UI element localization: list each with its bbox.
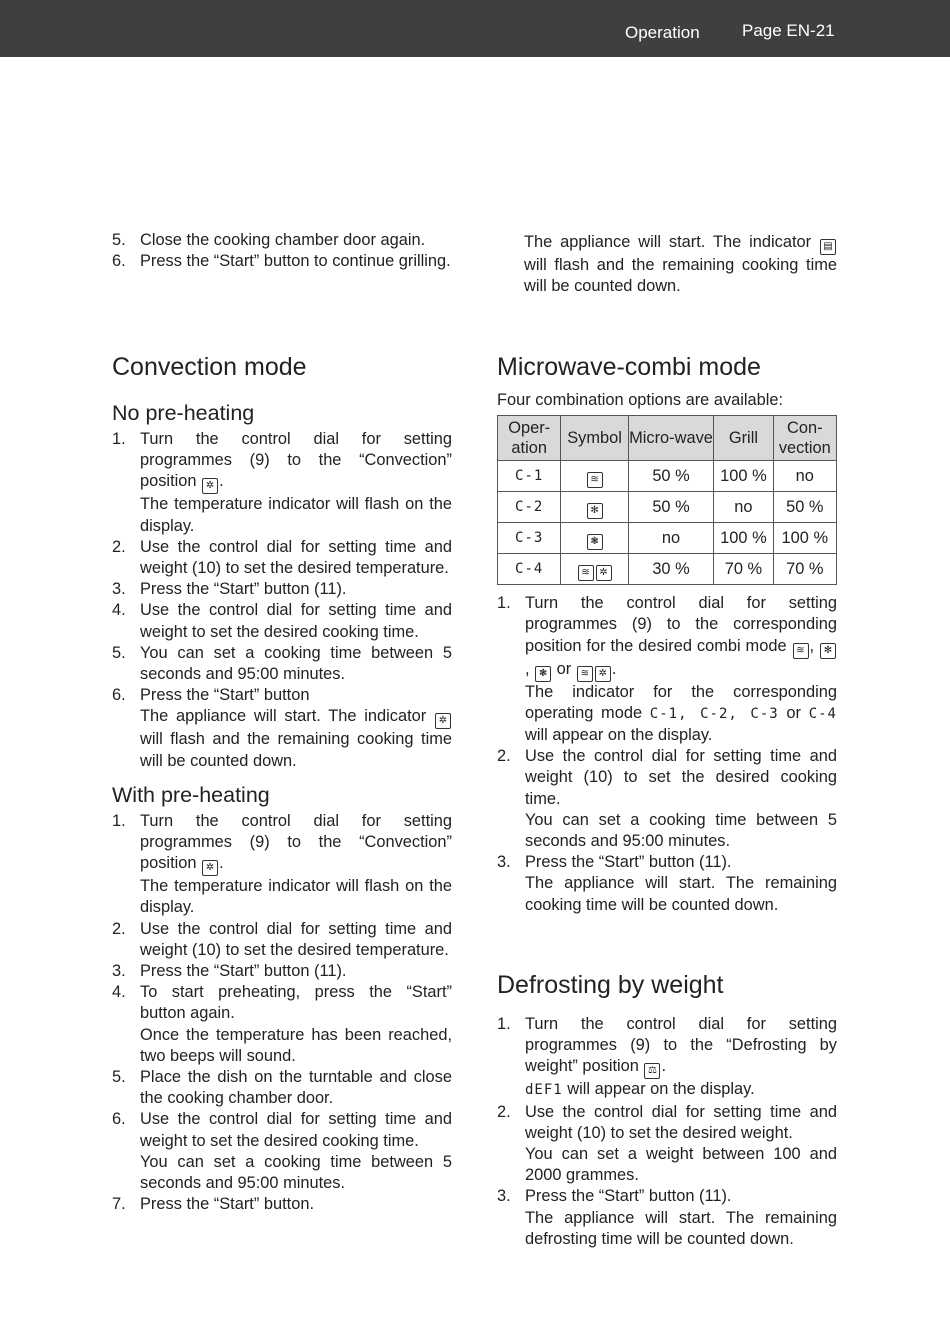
list-item: 2. Use the control dial for setting time and weight (10) to set the desired cooking time. You can set a cooking time between 5 seconds and 95:00 minutes. — [497, 747, 837, 851]
subsection-title: With pre-heating — [112, 782, 270, 807]
defrost-section — [497, 970, 837, 1250]
list-item: 4. Use the control dial for setting time and weight to set the desired cooking time. — [112, 601, 452, 641]
list-item: 6. Press the “Start” button The appliance will start. The indicator ✲ will flash and the remaining cooking time will be counted down. — [112, 686, 452, 770]
table-row: C-2 ✻ 50 % no 50 % — [498, 492, 837, 523]
page-number: Page EN-21 — [742, 21, 835, 40]
list-item: 6. Use the control dial for setting time and weight to set the desired cooking time. You can set a cooking time between 5 seconds and 95:00 minutes. — [112, 1110, 452, 1193]
defrost-weight-icon: ⚖ — [644, 1063, 660, 1079]
grill-continuation — [112, 230, 452, 272]
convection-icon: ✲ — [202, 860, 218, 876]
list-item: 5. Place the dish on the turntable and close the cooking chamber door. — [112, 1068, 452, 1108]
convection-icon: ✲ — [435, 713, 451, 729]
grill-indicator-icon: ▤ — [820, 239, 836, 255]
grill-continuation-text: The appliance will start. The indicator ▤ will flash and the remaining cooking time will be counted down. — [524, 233, 837, 296]
list-item: 3. Press the “Start” button (11). — [112, 962, 347, 981]
list-item: 3. Press the “Start” button (11). — [112, 580, 347, 599]
table-header: Micro-wave — [628, 416, 714, 461]
grill-convection-icon: ❃ — [535, 666, 551, 682]
table-row: C-4 ≋ ✲ 30 % 70 % 70 % — [498, 554, 837, 585]
intro-text: Four combination options are available: — [497, 391, 784, 409]
convection-icon: ✲ — [596, 565, 612, 581]
table-row: C-3 ❃ no 100 % 100 % — [498, 523, 837, 554]
microwave-convection-icon: ✻ — [820, 643, 836, 659]
list-item: 1. Turn the control dial for setting programmes (9) to the corresponding position for the desired combi mode ≋ , ✻, ❃ or ≋ ✲ . The indicator for the corresponding operating mode C-1, C-2, C-3 or C-4 will appear on the display. — [497, 594, 837, 745]
section-title: Microwave-combi mode — [497, 353, 761, 381]
list-item: 1. Turn the control dial for setting programmes (9) to the “Convection” position ✲ . The temperature indicator will flash on the display. — [112, 430, 452, 535]
table-header: Symbol — [561, 416, 628, 461]
list-item: 3. Press the “Start” button (11). The appliance will start. The remaining cooking time will be counted down. — [497, 853, 837, 914]
list-item: 2. Use the control dial for setting time and weight (10) to set the desired temperature. — [112, 919, 452, 959]
table-row: C-1 ≋ 50 % 100 % no — [498, 461, 837, 492]
list-item: 2. Use the control dial for setting time and weight (10) to set the desired temperature. — [112, 537, 452, 578]
section-title: Defrosting by weight — [497, 971, 724, 999]
list-item: 1. Turn the control dial for setting programmes (9) to the “Defrosting by weight” position ⚖ . dEF1 will appear on the display. — [497, 1015, 837, 1099]
table-header-row — [498, 416, 837, 461]
table-header: Con-vection — [773, 416, 836, 461]
section-label: Operation — [625, 23, 700, 42]
grill-convection-icon: ❃ — [587, 534, 603, 550]
microwave-grill-icon: ≋ — [578, 565, 594, 581]
combi-table — [497, 415, 837, 585]
subsection-title: No pre-heating — [112, 401, 255, 425]
microwave-grill-icon: ≋ — [577, 666, 593, 682]
list-item: 5. You can set a cooking time between 5 seconds and 95:00 minutes. — [112, 643, 452, 684]
section-title: Convection mode — [112, 353, 307, 381]
table-header: Grill — [714, 416, 773, 461]
list-item: 4. To start preheating, press the “Start” button again. Once the temperature has been reached, two beeps will sound. — [112, 983, 452, 1065]
microwave-convection-icon: ✻ — [587, 503, 603, 519]
combi-section — [497, 352, 837, 916]
microwave-grill-icon: ≋ — [793, 643, 809, 659]
list-item: 6. Press the “Start” button to continue grilling. — [112, 252, 451, 271]
table-header: Oper-ation — [498, 416, 561, 461]
list-item: 3. Press the “Start” button (11). The appliance will start. The remaining defrosting time will be counted down. — [497, 1187, 837, 1248]
list-item: 1. Turn the control dial for setting programmes (9) to the “Convection” position ✲ . The temperature indicator will flash on the display. — [112, 811, 452, 917]
page-header — [0, 0, 950, 57]
convection-section — [112, 352, 452, 1216]
convection-icon: ✲ — [202, 478, 218, 494]
microwave-grill-icon: ≋ — [587, 472, 603, 488]
list-item: 7. Press the “Start” button. — [112, 1195, 314, 1214]
convection-icon: ✲ — [595, 666, 611, 682]
list-item: 5. Close the cooking chamber door again. — [112, 231, 426, 249]
list-item: 2. Use the control dial for setting time and weight (10) to set the desired weight. You can set a weight between 100 and 2000 grammes. — [497, 1102, 837, 1185]
